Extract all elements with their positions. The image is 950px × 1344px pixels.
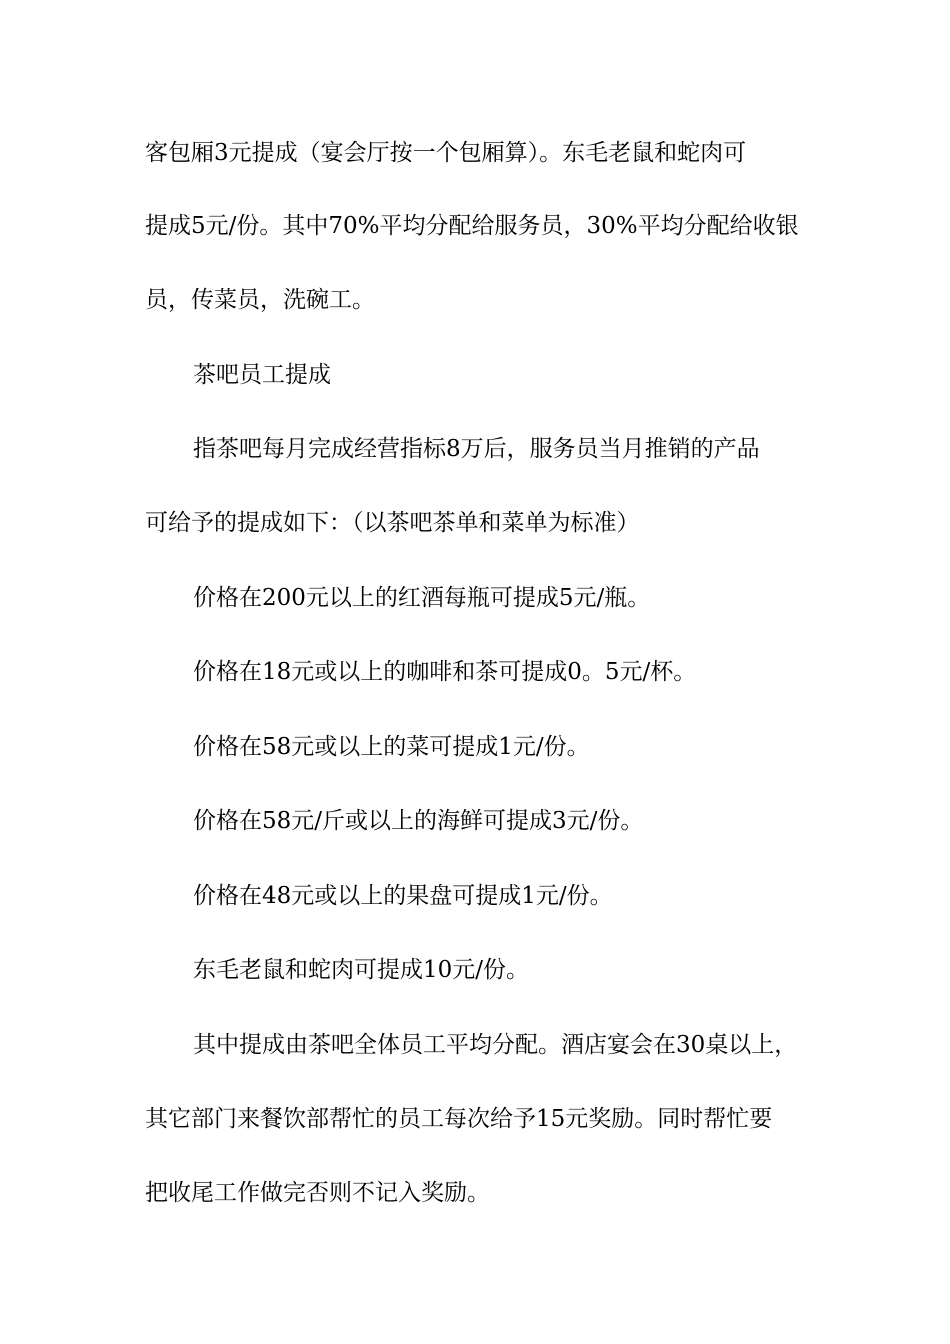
commission-item-special: 东毛老鼠和蛇肉可提成10元/份。 bbox=[193, 957, 530, 983]
paragraph-line-6: 其中提成由茶吧全体员工平均分配。酒店宴会在30桌以上， bbox=[193, 1032, 798, 1058]
section-heading: 茶吧员工提成 bbox=[193, 362, 331, 388]
commission-item-coffee-tea: 价格在18元或以上的咖啡和茶可提成0。5元/杯。 bbox=[193, 659, 697, 685]
paragraph-line-5: 可给予的提成如下：（以茶吧茶单和菜单为标准） bbox=[145, 510, 640, 536]
paragraph-line-8: 把收尾工作做完否则不记入奖励。 bbox=[145, 1180, 490, 1206]
paragraph-line-1: 客包厢3元提成（宴会厅按一个包厢算）。东毛老鼠和蛇肉可 bbox=[145, 140, 747, 166]
commission-item-dish: 价格在58元或以上的菜可提成1元/份。 bbox=[193, 734, 590, 760]
paragraph-line-3: 员，传菜员，洗碗工。 bbox=[145, 287, 375, 313]
commission-item-seafood: 价格在58元/斤或以上的海鲜可提成3元/份。 bbox=[193, 808, 644, 834]
paragraph-line-2: 提成5元/份。其中70%平均分配给服务员，30%平均分配给收银 bbox=[145, 213, 799, 239]
paragraph-line-4: 指茶吧每月完成经营指标8万后，服务员当月推销的产品 bbox=[193, 436, 760, 462]
commission-item-wine: 价格在200元以上的红酒每瓶可提成5元/瓶。 bbox=[193, 585, 651, 611]
paragraph-line-7: 其它部门来餐饮部帮忙的员工每次给予15元奖励。同时帮忙要 bbox=[145, 1106, 773, 1132]
commission-item-fruit: 价格在48元或以上的果盘可提成1元/份。 bbox=[193, 883, 613, 909]
